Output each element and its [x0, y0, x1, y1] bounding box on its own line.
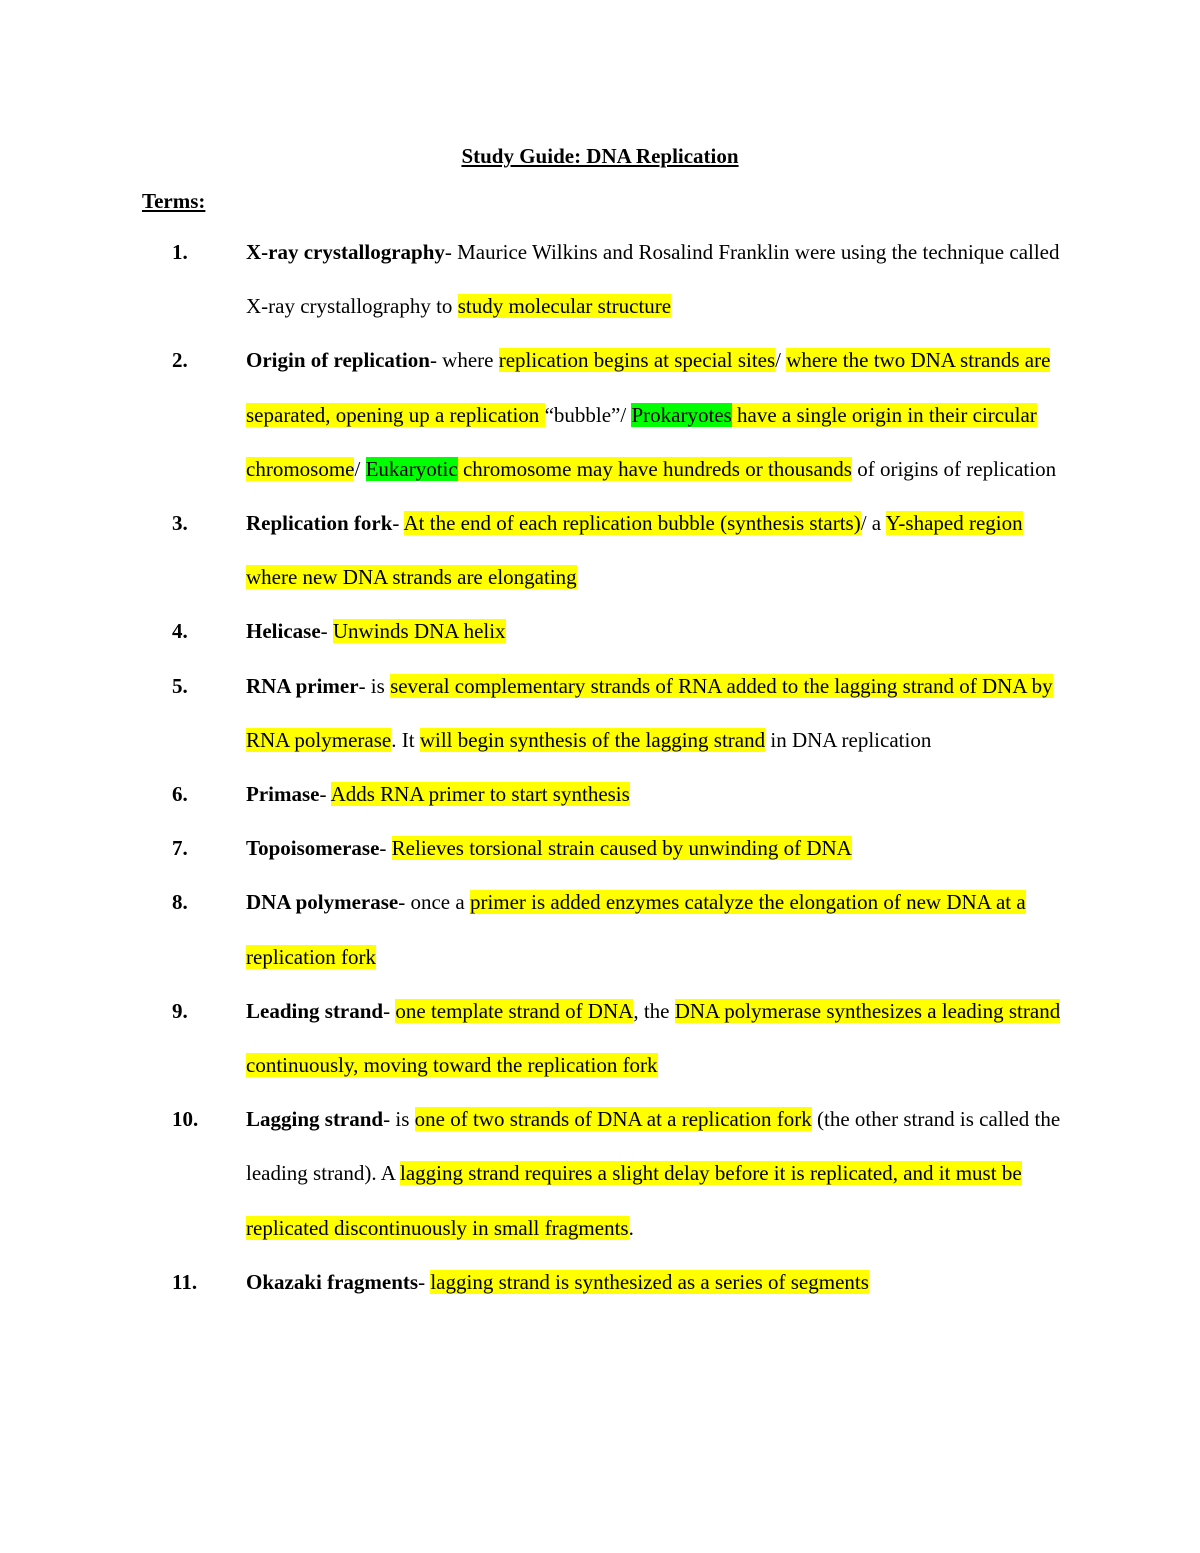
term-name: RNA primer [246, 673, 359, 698]
term-number: 6. [172, 782, 188, 807]
term-body [246, 604, 1076, 658]
definition-text: - is [358, 673, 391, 698]
highlighted-text: study molecular structure [457, 294, 672, 319]
term-number: 7. [172, 836, 188, 861]
highlighted-text: Unwinds DNA helix [332, 619, 506, 644]
definition-text: - [392, 511, 404, 536]
definition-text: . [628, 1215, 634, 1240]
term-body [246, 1255, 1076, 1309]
term-item [0, 496, 1200, 604]
highlighted-text: lagging strand requires a slight delay before it is replicated, and it must be replicated discontinuously in small fragments [246, 1161, 1022, 1240]
highlighted-text: At the end of each replication bubble (synthesis starts) [403, 511, 861, 536]
term-name: Helicase [246, 619, 321, 644]
highlighted-text: will begin synthesis of the lagging strand [419, 727, 766, 752]
terms-heading: Terms: [142, 189, 206, 213]
term-name: DNA polymerase [246, 890, 399, 915]
highlighted-text: lagging strand is synthesized as a series of segments [430, 1269, 869, 1294]
highlighted-text: DNA polymerase synthesizes a leading strand continuously, moving toward the replication fork [246, 998, 1061, 1078]
term-item [0, 821, 1200, 875]
definition-text: - [319, 782, 331, 807]
term-body [246, 875, 1076, 983]
term-body [246, 1092, 1076, 1255]
term-body [246, 333, 1076, 496]
definition-text: (the other strand is called the leading strand). A [246, 1107, 1061, 1186]
term-name: Primase [246, 782, 320, 807]
definition-text: - Maurice Wilkins and Rosalind Franklin were using the technique called X-ray crystallography to [246, 240, 1060, 319]
page-title: Study Guide: DNA Replication [461, 144, 739, 168]
highlighted-text: have a single origin in their circular chromosome [246, 402, 1037, 481]
highlighted-text: several complementary strands of RNA added to the lagging strand of DNA by RNA polymerase [246, 673, 1053, 752]
term-name: Origin of replication [246, 348, 430, 373]
term-number: 3. [172, 511, 188, 536]
term-body [246, 659, 1076, 767]
term-item [0, 1255, 1200, 1309]
definition-text: - [418, 1269, 431, 1294]
term-body [246, 496, 1076, 604]
term-item [0, 767, 1200, 821]
term-body [246, 821, 1076, 875]
highlighted-text: Y-shaped region where new DNA strands are elongating [246, 511, 1023, 590]
definition-text: of origins of replication [851, 456, 1057, 481]
highlighted-text: one of two strands of DNA at a replication fork [414, 1107, 812, 1132]
highlighted-text: one template strand of DNA [395, 998, 634, 1023]
highlighted-text: Adds RNA primer to start synthesis [330, 782, 630, 807]
definition-text: / [775, 348, 787, 373]
term-item [0, 659, 1200, 767]
term-body [246, 225, 1076, 333]
definition-text: / a [860, 511, 886, 536]
term-item [0, 225, 1200, 333]
green-highlighted-text: Prokaryotes [631, 402, 732, 427]
definition-text: “bubble”/ [544, 402, 632, 427]
term-item [0, 1092, 1200, 1255]
term-number: 9. [172, 998, 188, 1023]
term-name: Lagging strand [246, 1107, 384, 1132]
term-item [0, 604, 1200, 658]
term-number: 4. [172, 619, 188, 644]
definition-text: - where [429, 348, 499, 373]
highlighted-text: Relieves torsional strain caused by unwinding of DNA [391, 836, 852, 861]
definition-text: - [383, 998, 396, 1023]
term-number: 10. [172, 1107, 199, 1132]
definition-text: , the [633, 998, 675, 1023]
term-name: Leading strand [246, 998, 384, 1023]
highlighted-text: replication begins at special sites [498, 348, 776, 373]
green-highlighted-text: Eukaryotic [365, 456, 458, 481]
term-item [0, 984, 1200, 1092]
definition-text: in DNA replication [765, 727, 932, 752]
term-item [0, 333, 1200, 496]
term-number: 8. [172, 890, 188, 915]
term-body [246, 984, 1076, 1092]
highlighted-text: where the two DNA strands are separated, opening up a replication [246, 348, 1051, 427]
term-name: X-ray crystallography [246, 240, 445, 264]
term-number: 5. [172, 673, 188, 698]
term-name: Replication fork [246, 511, 393, 536]
term-list [0, 225, 1200, 1309]
term-body [246, 767, 1076, 821]
definition-text: - once a [398, 890, 470, 915]
term-number: 11. [172, 1269, 198, 1294]
definition-text: . It [391, 727, 420, 752]
highlighted-text: primer is added enzymes catalyze the elongation of new DNA at a replication fork [246, 890, 1026, 969]
term-name: Okazaki fragments [246, 1269, 419, 1294]
definition-text: / [354, 456, 366, 481]
term-number: 2. [172, 348, 188, 373]
definition-text: - [320, 619, 333, 644]
highlighted-text: chromosome may have hundreds or thousands [457, 456, 852, 481]
term-name: Topoisomerase [246, 836, 380, 861]
definition-text: - is [383, 1107, 415, 1132]
term-number: 1. [172, 240, 188, 264]
definition-text: - [379, 836, 392, 861]
term-item [0, 875, 1200, 983]
